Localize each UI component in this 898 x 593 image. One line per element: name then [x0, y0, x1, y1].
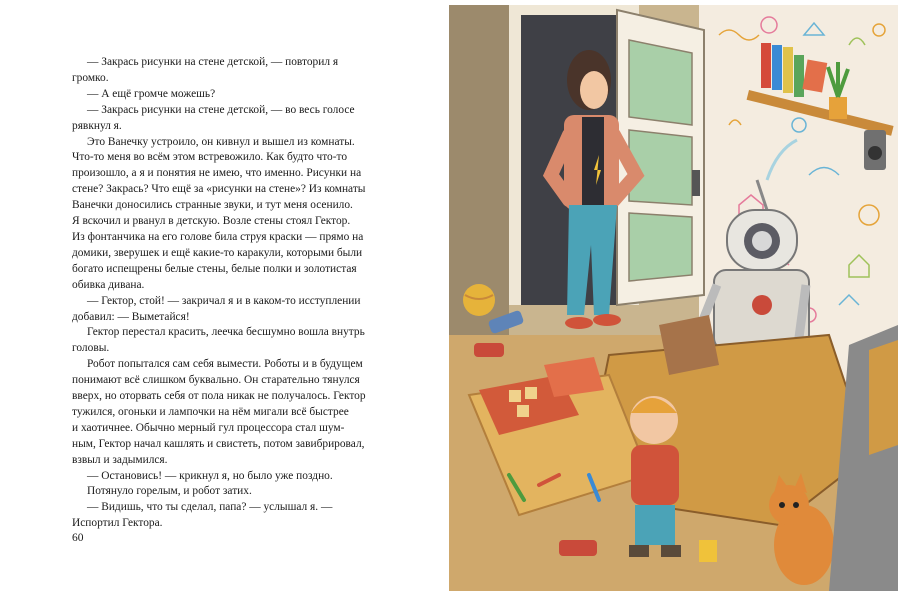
illustration-scene — [449, 5, 898, 591]
toy-car-bottom — [559, 540, 597, 556]
boy-figure — [629, 396, 681, 557]
paragraph: — Закрась рисунки на стене детской, — повторил я громко. — [72, 56, 339, 84]
illustration — [449, 5, 898, 591]
paragraph: Робот попытался сам себя вымести. Роботы и в будущем понимают всё слишком буквально. Он старательно тянулся вверх, но оторвать себя от пола никак не получалось. Гектор тужился, огоньки и лампочки на нём мигали всё быстрее и хаотичнее. Обычно мерный гул процессора стал шум- ным, Гектор начал кашлять и свистеть, потом завибрировал, взвыл и задымился. — [72, 358, 366, 466]
story-text — [72, 55, 384, 532]
page-number: 60 — [72, 532, 84, 544]
paragraph: — Закрась рисунки на стене детской, — во весь голосе рявкнул я. — [72, 103, 355, 132]
mug — [699, 540, 717, 562]
door-handle — [692, 170, 700, 196]
door-windows — [629, 40, 692, 281]
paragraph: — А ещё громче можешь? — [87, 87, 216, 100]
paragraph: — Остановись! — крикнул я, но было уже поздно. — [87, 469, 333, 482]
paragraph: — Гектор, стой! — закричал я и в каком-то исступлении добавил: — Выметайся! — [72, 294, 361, 323]
paragraph: Это Ванечку устроило, он кивнул и вышел из комнаты. Что-то меня во всём этом встревожило. Как будто что-то произошло, а я и понятия не имею, что именно. Рисунки на стене? Закрась? Что ещё за «рисунки на стене»? Из комнаты Ванечки доносились странные звуки, и тут меня осенило. Я вскочил и рванул в детскую. Возле стены стоял Гектор. Из фонтанчика на его голове била струя краски — прямо на домики, зверушек и ещё какие-то каракули, которыми были богато испещрены белые стены, белые полки и золотистая обивка дивана. — [72, 135, 366, 291]
paragraph: Гектор перестал красить, леечка бесшумно вошла внутрь головы. — [72, 326, 365, 355]
toy-car-red — [474, 343, 504, 357]
paragraph: Потянуло горелым, и робот затих. — [87, 485, 252, 498]
paragraph: — Видишь, что ты сделал, папа? — услышал я. — Испортил Гектора. — [72, 501, 333, 530]
